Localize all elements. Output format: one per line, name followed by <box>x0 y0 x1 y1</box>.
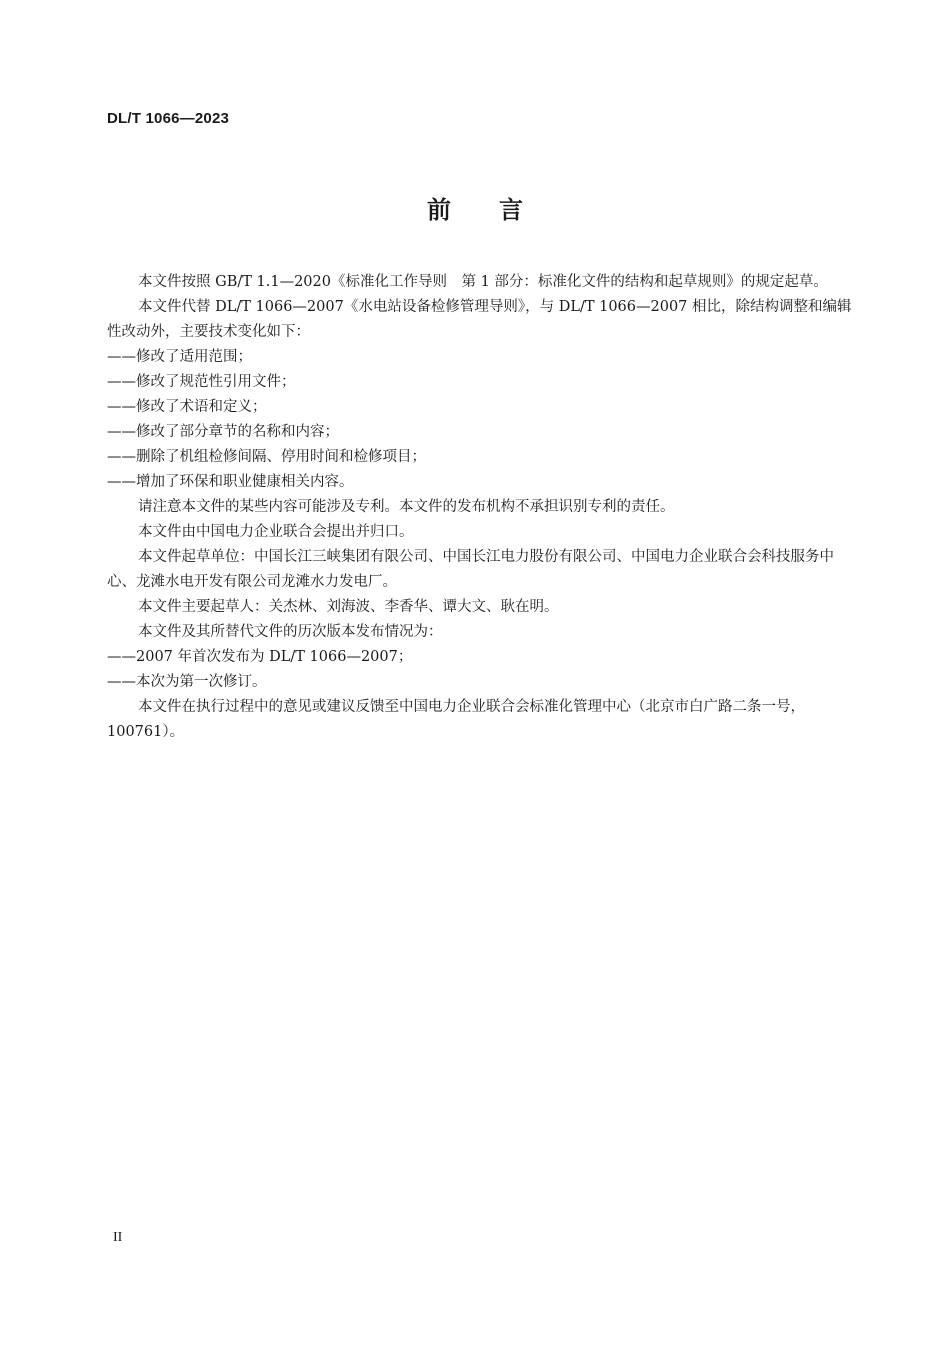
paragraph-patent-notice: 请注意本文件的某些内容可能涉及专利。本文件的发布机构不承担识别专利的责任。 <box>138 499 675 515</box>
standard-code-header: DL/T 1066—2023 <box>107 110 230 127</box>
change-item: ——修改了术语和定义； <box>107 399 267 415</box>
page-number: II <box>113 1230 123 1245</box>
history-item: ——本次为第一次修订。 <box>107 674 267 690</box>
paragraph-drafters: 本文件主要起草人：关杰林、刘海波、李香华、谭大文、耿在明。 <box>138 599 559 615</box>
paragraph-proposer: 本文件由中国电力企业联合会提出并归口。 <box>138 524 414 540</box>
change-item: ——删除了机组检修间隔、停用时间和检修项目； <box>107 449 426 465</box>
history-item: ——2007 年首次发布为 DL/T 1066—2007； <box>107 649 413 665</box>
change-item: ——增加了环保和职业健康相关内容。 <box>107 474 354 490</box>
page-title: 前言 <box>427 196 571 224</box>
change-item: ——修改了规范性引用文件； <box>107 374 296 390</box>
change-item: ——修改了适用范围； <box>107 349 252 365</box>
paragraph-replacement: 本文件代替 DL/T 1066—2007《水电站设备检修管理导则》，与 DL/T 1066—2007 相比，除结构调整和编辑性改动外，主要技术变化如下： <box>107 299 852 340</box>
paragraph-drafting-basis: 本文件按照 GB/T 1.1—2020《标准化工作导则 第 1 部分：标准化文件的结构和起草规则》的规定起草。 <box>138 274 828 290</box>
paragraph-feedback: 本文件在执行过程中的意见或建议反馈至中国电力企业联合会标准化管理中心（北京市白广路二条一号，100761）。 <box>107 699 805 740</box>
paragraph-drafting-units: 本文件起草单位：中国长江三峡集团有限公司、中国长江电力股份有限公司、中国电力企业联合会科技服务中心、龙滩水电开发有限公司龙滩水力发电厂。 <box>107 549 834 590</box>
paragraph-version-history: 本文件及其所替代文件的历次版本发布情况为： <box>138 624 443 640</box>
document-body <box>107 270 860 745</box>
change-item: ——修改了部分章节的名称和内容； <box>107 424 339 440</box>
